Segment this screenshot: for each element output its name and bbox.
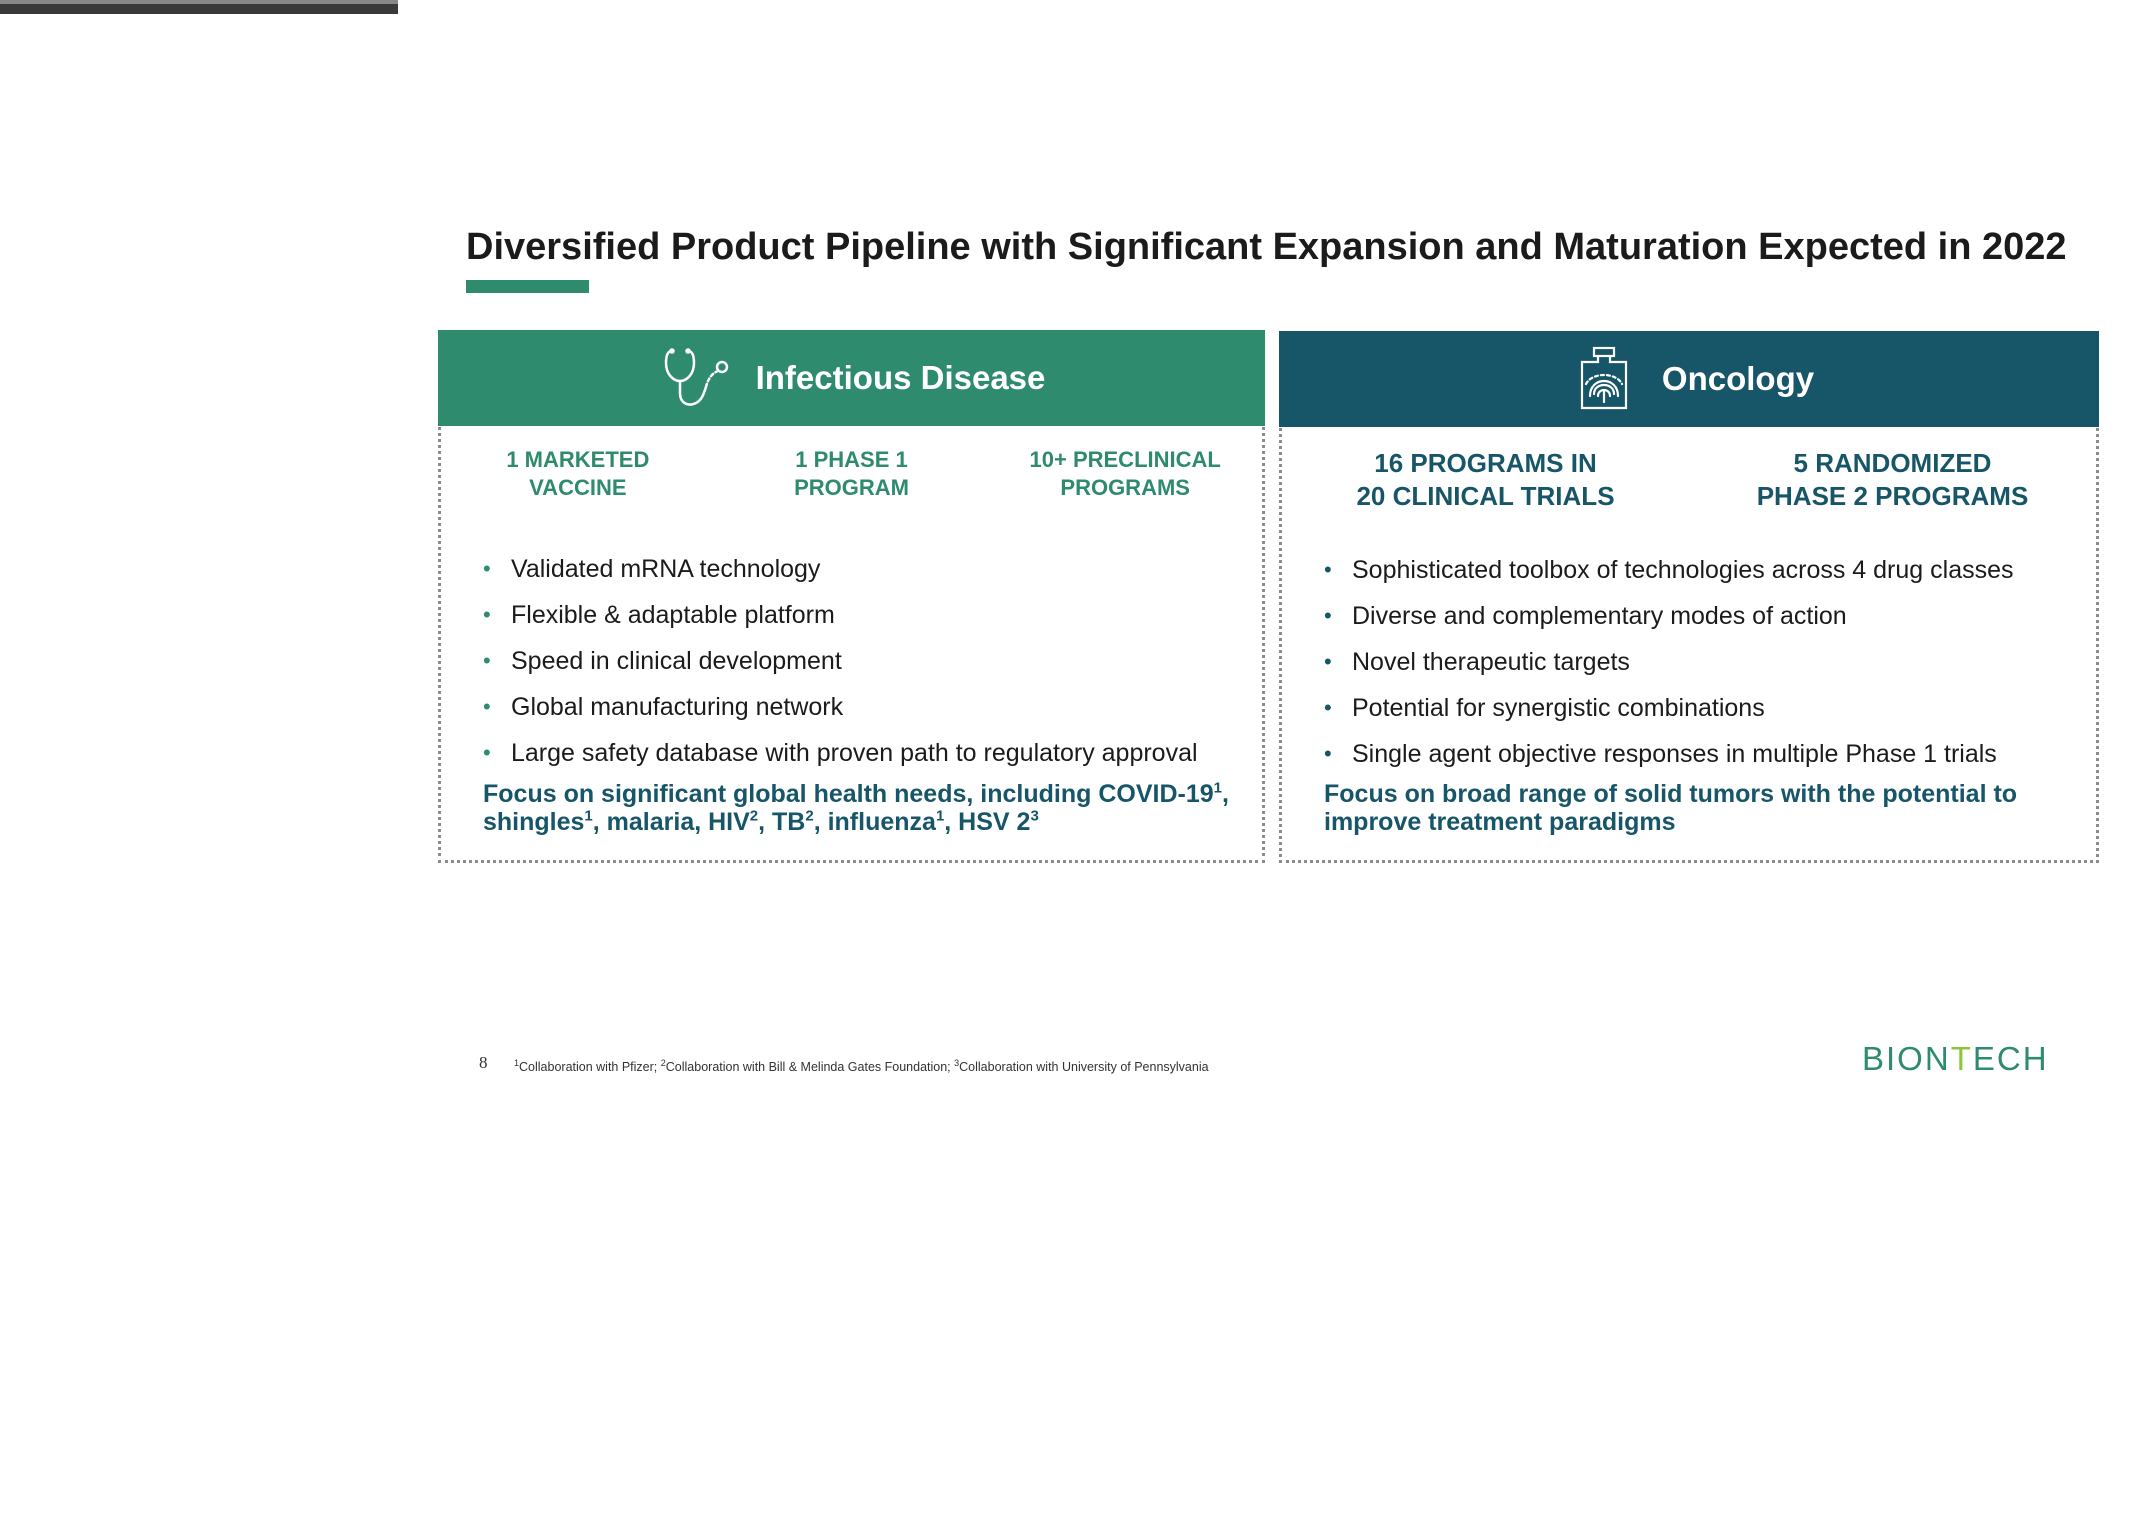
stat-line: 10+ PRECLINICAL [1029,447,1221,472]
footnote-ref: 1 [584,807,593,825]
stat-line: 1 MARKETED [506,447,650,472]
list-item: • Global manufacturing network [483,684,1242,730]
footnote [514,1058,1209,1074]
list-item: • Sophisticated toolbox of technologies across 4 drug classes [1324,547,2076,593]
stat-line: PROGRAMS [1060,474,1190,500]
list-item: • Diverse and complementary modes of action [1324,593,2076,639]
focus-text: , TB [758,808,806,836]
list-item: • Novel therapeutic targets [1324,639,2076,685]
footnote-ref: 2 [805,807,814,825]
logo-text-part: BION [1862,1040,1951,1074]
logo-text-part: T [1950,1040,1973,1074]
list-item: • Flexible & adaptable platform [483,592,1242,638]
oncology-panel [1279,331,2099,863]
list-item: • Single agent objective responses in multiple Phase 1 trials [1324,731,2076,777]
footnote-ref: 2 [749,807,759,825]
focus-text: , HSV 2 [944,808,1031,836]
footnote-ref: 1 [935,807,945,825]
footnote-ref: 1 [1213,779,1222,797]
svg-text:BIONTECH [1862,1040,2049,1074]
oncology-bullet-list [1324,547,2076,777]
footnote-marker: 2 [660,1058,666,1068]
footnote-text: Collaboration with Bill & Melinda Gates Foundation; [665,1060,955,1075]
stat-line: PROGRAM [794,474,909,500]
infectious-disease-heading: Infectious Disease [755,359,1046,396]
list-item: • Potential for synergistic combinations [1324,685,2076,731]
stethoscope-icon [658,343,738,413]
infectious-disease-header [438,330,1265,426]
stat-marketed-vaccine [441,446,715,501]
list-item: • Validated mRNA technology [483,546,1242,592]
stat-line: PHASE 2 PROGRAMS [1756,480,2029,511]
stat-phase1-program [715,446,989,501]
oncology-focus-statement: Focus on broad range of solid tumors with the potential to improve treatment paradigms [1324,780,2018,836]
focus-text: Focus on significant global health needs, including COVID-19 [483,780,1214,808]
oncology-heading: Oncology [1661,360,1815,397]
infectious-bullet-list [483,546,1242,776]
oncology-header [1279,331,2099,427]
slide-title: Diversified Product Pipeline with Significant Expansion and Maturation Expected in 2022 [466,226,2067,268]
stat-line: VACCINE [529,474,627,500]
list-item: • Large safety database with proven path to regulatory approval [483,730,1242,776]
footnote-marker: 1 [514,1058,520,1068]
footnote-text: Collaboration with Pfizer; [519,1060,661,1075]
focus-text: , shingles [483,780,1229,836]
biontech-logo [1862,1040,2068,1074]
focus-text: , influenza [813,808,936,836]
stat-line: 20 CLINICAL TRIALS [1356,480,1615,511]
stat-programs-trials [1282,447,1689,512]
infectious-focus-statement [483,780,1240,836]
stat-line: 1 PHASE 1 [795,447,908,472]
scan-edge-bar [0,0,398,14]
page-number: 8 [479,1053,488,1072]
stat-line: 5 RANDOMIZED [1793,448,1992,478]
oncology-stats [1282,447,2096,512]
infectious-disease-panel [438,330,1265,863]
stat-randomized-phase2 [1689,447,2096,512]
title-accent-bar [466,280,589,293]
footnote-text: Collaboration with University of Pennsylvania [959,1060,1209,1075]
footnote-ref: 3 [1030,807,1039,825]
footnote-marker: 3 [954,1058,960,1068]
infectious-stats [441,446,1262,501]
stat-preclinical-programs [988,446,1262,501]
fingerprint-vial-icon [1564,344,1644,414]
list-item: • Speed in clinical development [483,638,1242,684]
focus-text: , malaria, HIV [592,808,750,836]
logo-text-part: ECH [1972,1040,2049,1074]
stat-line: 16 PROGRAMS IN [1374,448,1597,478]
